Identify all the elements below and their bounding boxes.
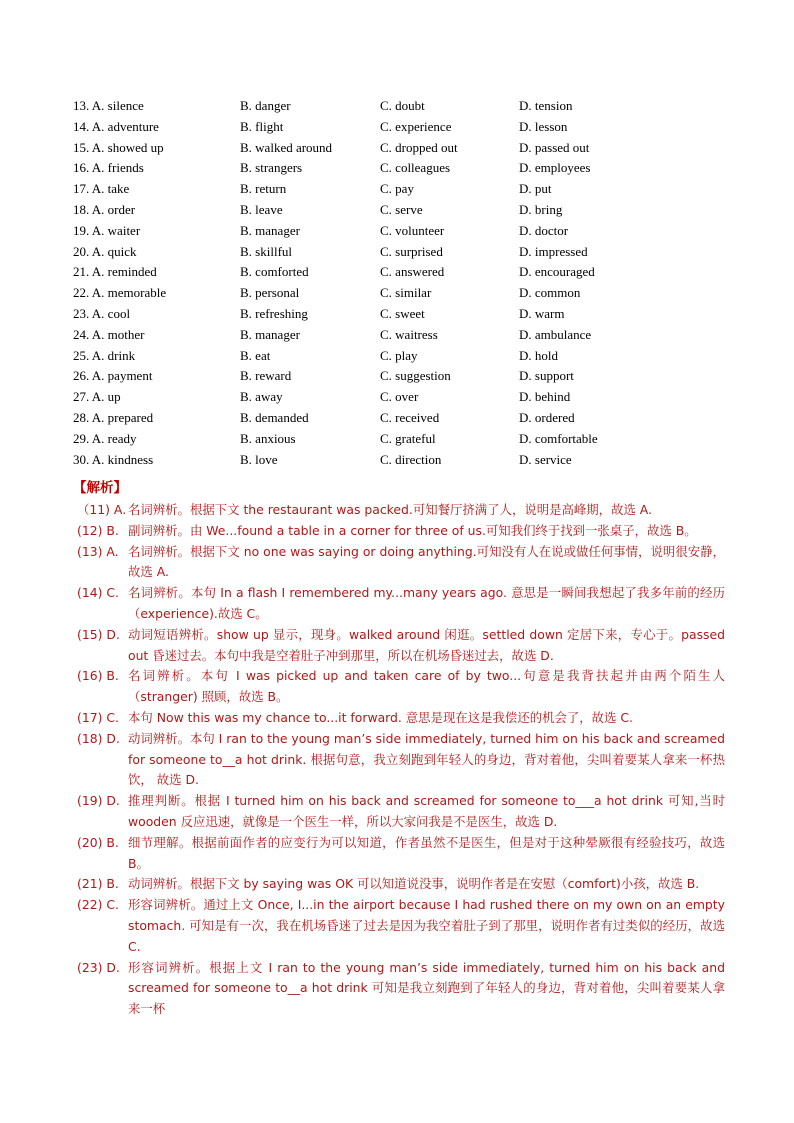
option-cell: B. leave xyxy=(240,201,283,217)
option-row xyxy=(73,429,733,450)
option-cell: D. comfortable xyxy=(519,430,598,446)
option-cell: B. walked around xyxy=(240,139,333,155)
option-cell: D. service xyxy=(519,451,572,467)
option-cell: 28. A. prepared xyxy=(73,409,154,425)
option-cell: B. away xyxy=(240,389,283,405)
analysis-item xyxy=(77,708,725,729)
option-row xyxy=(73,262,733,283)
analysis-text: 推理判断。根据 I turned him on his back and screamed for someone to___a hot drink 可知,当时 wooden 反应迅速，就像是一个医生一样，所以大家问我是不是医生，故选 D. xyxy=(128,793,725,829)
analysis-text: 动词辨析。本句 I ran to the young man’s side immediately, turned him on his back and screamed for someone to__a hot drink. 根据句意，我立刻跑到年轻人的身边，背对着他，尖叫着要某人拿来一杯热饮， 故选 D. xyxy=(128,730,725,788)
option-row xyxy=(73,346,733,367)
analysis-number: (16) B. xyxy=(77,668,119,684)
option-cell: C. pay xyxy=(380,181,414,197)
analysis-number: (17) C. xyxy=(77,709,119,725)
option-cell: B. manager xyxy=(240,222,300,238)
option-cell: 18. A. order xyxy=(73,201,136,217)
analysis-item xyxy=(77,958,725,1020)
option-cell: C. serve xyxy=(380,201,423,217)
option-cell: 27. A. up xyxy=(73,389,121,405)
option-cell: D. put xyxy=(519,181,552,197)
analysis-text: 副词辨析。由 We...found a table in a corner for three of us.可知我们终于找到一张桌子，故选 B。 xyxy=(128,522,697,538)
option-cell: C. play xyxy=(380,347,418,363)
option-row xyxy=(73,221,733,242)
analysis-item xyxy=(77,625,725,667)
option-cell: B. skillful xyxy=(240,243,293,259)
option-cell: B. eat xyxy=(240,347,271,363)
analysis-text: 动词短语辨析。show up 显示，现身。walked around 闲逛。settled down 定居下来，专心于。passed out 昏迷过去。本句中我是空着肚子冲到那里，所以在机场昏迷过去，故选 D. xyxy=(128,626,725,663)
option-cell: D. encouraged xyxy=(519,264,595,280)
option-cell: C. colleagues xyxy=(380,160,451,176)
analysis-text: 本句 Now this was my chance to...it forward. 意思是现在这是我偿还的机会了，故选 C. xyxy=(128,709,633,725)
analysis-heading: 【解析】 xyxy=(73,480,127,496)
option-cell: 15. A. showed up xyxy=(73,139,164,155)
analysis-number: (20) B. xyxy=(77,834,119,850)
analysis-item xyxy=(77,542,725,584)
option-cell: D. support xyxy=(519,368,574,384)
analysis-number: (18) D. xyxy=(77,730,120,746)
analysis-item xyxy=(77,666,725,708)
option-cell: D. bring xyxy=(519,201,563,217)
option-cell: D. ordered xyxy=(519,409,575,425)
option-cell: B. anxious xyxy=(240,430,296,446)
option-cell: 23. A. cool xyxy=(73,305,131,321)
analysis-item xyxy=(77,500,725,521)
analysis-text: 名词辨析。本句 I was picked up and taken care of by two...句意是我背扶起并由两个陌生人（stranger) 照顾，故选 B。 xyxy=(128,668,725,705)
option-cell: D. warm xyxy=(519,305,565,321)
analysis-item xyxy=(77,583,725,625)
analysis-number: (19) D. xyxy=(77,793,120,809)
option-cell: C. dropped out xyxy=(380,139,458,155)
option-cell: B. love xyxy=(240,451,278,467)
analysis-number: (22) C. xyxy=(77,897,119,913)
option-row xyxy=(73,325,733,346)
option-cell: C. direction xyxy=(380,451,442,467)
option-cell: C. over xyxy=(380,389,419,405)
option-cell: D. employees xyxy=(519,160,591,176)
option-row xyxy=(73,96,733,117)
option-cell: 22. A. memorable xyxy=(73,285,167,301)
option-cell: D. ambulance xyxy=(519,326,592,342)
option-row xyxy=(73,200,733,221)
option-cell: 24. A. mother xyxy=(73,326,145,342)
analysis-item xyxy=(77,791,725,833)
analysis-text: 名词辨析。本句 In a flash I remembered my...many years ago. 意思是一瞬间我想起了我多年前的经历（experience).故选 C。 xyxy=(128,585,725,621)
option-cell: 30. A. kindness xyxy=(73,451,154,467)
option-cell: 26. A. payment xyxy=(73,368,153,384)
option-cell: 20. A. quick xyxy=(73,243,137,259)
option-cell: D. behind xyxy=(519,389,571,405)
option-row xyxy=(73,117,733,138)
option-cell: D. passed out xyxy=(519,139,590,155)
option-cell: B. return xyxy=(240,181,287,197)
option-cell: D. hold xyxy=(519,347,558,363)
option-cell: C. received xyxy=(380,409,440,425)
option-cell: C. experience xyxy=(380,118,452,134)
option-cell: C. sweet xyxy=(380,305,425,321)
analysis-text: 细节理解。根据前面作者的应变行为可以知道，作者虽然不是医生，但是对于这种晕厥很有经验技巧，故选 B。 xyxy=(128,834,725,871)
analysis-item xyxy=(77,729,725,791)
option-cell: 16. A. friends xyxy=(73,160,144,176)
option-cell: 19. A. waiter xyxy=(73,222,141,238)
option-cell: D. common xyxy=(519,285,581,301)
option-row xyxy=(73,408,733,429)
option-cell: B. manager xyxy=(240,326,300,342)
option-cell: 14. A. adventure xyxy=(73,118,159,134)
option-cell: C. suggestion xyxy=(380,368,451,384)
option-row xyxy=(73,304,733,325)
analysis-number: (13) A. xyxy=(77,543,119,559)
option-cell: D. doctor xyxy=(519,222,569,238)
option-row xyxy=(73,283,733,304)
analysis-text: 形容词辨析。通过上文 Once, I...in the airport because I had rushed there on my own on an empty stomach. 可知是有一次，我在机场昏迷了过去是因为我空着肚子到了那里，说明作者有过类似的经历，故选 C. xyxy=(128,897,725,954)
option-cell: D. tension xyxy=(519,98,573,113)
analysis-number: (23) D. xyxy=(77,959,120,975)
analysis-text: 形容词辨析。根据上文 I ran to the young man’s side immediately, turned him on his back and screamed for someone to__a hot drink 可知是我立刻跑到了年轻人的身边，背对着他，尖叫着要某人拿来一杯 xyxy=(128,959,725,1017)
option-cell: B. demanded xyxy=(240,409,309,425)
analysis-number: (14) C. xyxy=(77,585,119,601)
analysis-item xyxy=(77,874,725,895)
option-row xyxy=(73,138,733,159)
option-cell: 21. A. reminded xyxy=(73,264,157,280)
option-cell: B. flight xyxy=(240,118,284,134)
analysis-text: 名词辨析。根据下文 the restaurant was packed.可知餐厅挤满了人，说明是高峰期，故选 A. xyxy=(128,502,652,517)
option-cell: B. comforted xyxy=(240,264,309,280)
option-row xyxy=(73,158,733,179)
option-cell: B. personal xyxy=(240,285,300,301)
analysis-item xyxy=(77,833,725,875)
option-cell: D. lesson xyxy=(519,118,568,134)
analysis-number: (15) D. xyxy=(77,626,120,642)
options-list xyxy=(73,96,733,470)
option-cell: 29. A. ready xyxy=(73,430,137,446)
option-row xyxy=(73,366,733,387)
analysis-text: 名词辨析。根据下文 no one was saying or doing anything.可知没有人在说或做任何事情，说明很安静，故选 A. xyxy=(128,543,725,580)
analysis-text: 动词辨析。根据下文 by saying was OK 可以知道说没事，说明作者是在安慰（comfort)小孩，故选 B. xyxy=(128,876,700,892)
option-cell: B. reward xyxy=(240,368,292,384)
option-cell: B. danger xyxy=(240,98,291,113)
option-cell: 25. A. drink xyxy=(73,347,136,363)
option-cell: C. surprised xyxy=(380,243,443,259)
analysis-number: （11) A. xyxy=(77,502,127,517)
analysis-number: (21) B. xyxy=(77,876,119,892)
analysis-number: (12) B. xyxy=(77,522,119,538)
option-row xyxy=(73,179,733,200)
option-cell: C. volunteer xyxy=(380,222,445,238)
option-cell: C. doubt xyxy=(380,98,425,113)
option-row xyxy=(73,242,733,263)
option-cell: C. grateful xyxy=(380,430,436,446)
analysis-list xyxy=(77,500,725,1020)
option-cell: D. impressed xyxy=(519,243,588,259)
option-cell: 17. A. take xyxy=(73,181,130,197)
option-row xyxy=(73,450,733,471)
analysis-item xyxy=(77,521,725,542)
option-row xyxy=(73,387,733,408)
option-cell: B. refreshing xyxy=(240,305,308,321)
option-cell: 13. A. silence xyxy=(73,98,144,113)
option-cell: C. waitress xyxy=(380,326,438,342)
option-cell: B. strangers xyxy=(240,160,303,176)
analysis-item xyxy=(77,895,725,957)
option-cell: C. similar xyxy=(380,285,432,301)
option-cell: C. answered xyxy=(380,264,445,280)
